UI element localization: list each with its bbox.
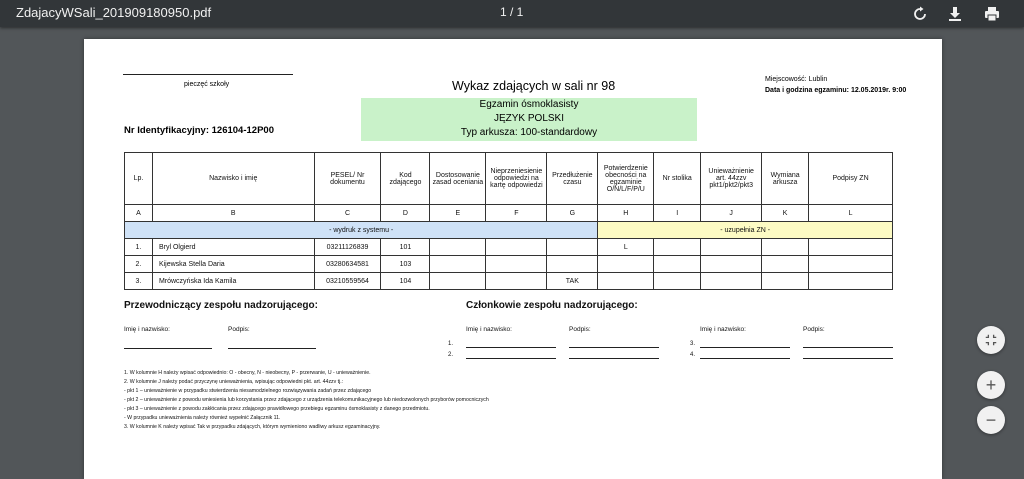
cell-f: [486, 256, 547, 273]
sheet-type: Typ arkusza: 100-standardowy: [460, 127, 598, 138]
col-header: Lp.: [125, 153, 153, 205]
col-header: Podpisy ZN: [809, 153, 893, 205]
pdf-toolbar: [0, 0, 1024, 27]
table-row: [125, 273, 893, 290]
cell-l: [809, 256, 893, 273]
cell-e: [430, 256, 486, 273]
column-letter: E: [430, 205, 486, 222]
cell-code: 104: [381, 273, 430, 290]
exam-subject: JĘZYK POLSKI: [493, 113, 565, 124]
cell-f: [486, 273, 547, 290]
stamp-line: [123, 74, 293, 75]
member-name-label: Imię i nazwisko:: [700, 326, 746, 333]
cell-e: [430, 239, 486, 256]
cell-lp: 3.: [125, 273, 153, 290]
cell-k: [762, 239, 809, 256]
cell-g: [547, 256, 598, 273]
member-line: [466, 358, 556, 359]
cell-pesel: 03211126839: [314, 239, 381, 256]
cell-pesel: 03210559564: [314, 273, 381, 290]
section-filled-by-zn: - uzupełnia ZN -: [598, 222, 893, 239]
footnote: 2. W kolumnie J należy podać przyczynę unieważnienia, wpisując odpowiedni pkt. art. 44zzv tj.:: [124, 379, 344, 385]
column-letter: D: [381, 205, 430, 222]
exam-datetime: Data i godzina egzaminu: 12.05.2019r. 9:00: [765, 87, 907, 94]
column-letter: C: [314, 205, 381, 222]
section-row: [125, 222, 893, 239]
footnote: 3. W kolumnie K należy wpisać Tak w przypadku zdających, którym wymieniono wadliwy arkusz egzaminacyjny.: [124, 424, 381, 430]
exam-type: Egzamin ósmoklasisty: [479, 99, 579, 110]
cell-j: [701, 256, 762, 273]
cell-k: [762, 273, 809, 290]
cell-j: [701, 239, 762, 256]
cell-f: [486, 239, 547, 256]
download-icon[interactable]: [945, 4, 965, 24]
footnote: - pkt 1 – unieważnienie w przypadku stwierdzenia niesamodzielnego rozwiązywania zadań przez zdającego: [124, 388, 372, 394]
section-system-print: - wydruk z systemu -: [125, 222, 598, 239]
cell-name: Bryl Olgierd: [152, 239, 314, 256]
member-line: [803, 358, 893, 359]
column-letter: L: [809, 205, 893, 222]
table-row: [125, 239, 893, 256]
fit-page-button[interactable]: [977, 326, 1005, 354]
table-row: [125, 256, 893, 273]
column-letters-row: [125, 205, 893, 222]
column-letter: A: [125, 205, 153, 222]
id-number: Nr Identyfikacyjny: 126104-12P00: [124, 125, 274, 136]
column-letter: F: [486, 205, 547, 222]
col-header: Nieprzeniesienie odpowiedzi na kartę odpowiedzi: [486, 153, 547, 205]
cell-h: L: [598, 239, 654, 256]
cell-l: [809, 273, 893, 290]
chair-sign-label: Podpis:: [228, 326, 250, 333]
col-header: Wymiana arkusza: [762, 153, 809, 205]
students-table: [124, 152, 893, 290]
footnote: - pkt 3 – unieważnienie z powodu zakłócania przez zdającego prawidłowego przebiegu egzaminu ósmoklasisty z danego przedmiotu.: [124, 406, 430, 412]
table-header-row: [125, 153, 893, 205]
column-letter: I: [654, 205, 701, 222]
member-number: 1.: [448, 341, 454, 347]
footnote: - pkt 2 – unieważnienie z powodu wniesienia lub korzystania przez zdającego z urządzenia telekomunikacyjnego lub niedozwolonych przyborów pomocniczych: [124, 397, 489, 403]
member-sign-label: Podpis:: [569, 326, 591, 333]
member-sign-label: Podpis:: [803, 326, 825, 333]
file-name: ZdajacyWSali_201909180950.pdf: [16, 5, 212, 20]
col-header: Nazwisko i imię: [152, 153, 314, 205]
member-line: [569, 358, 659, 359]
footnotes: [124, 369, 489, 432]
chair-name-line: [124, 348, 212, 349]
column-letter: H: [598, 205, 654, 222]
member-name-label: Imię i nazwisko:: [466, 326, 512, 333]
column-letter: J: [701, 205, 762, 222]
cell-i: [654, 256, 701, 273]
cell-code: 101: [381, 239, 430, 256]
member-line: [700, 347, 790, 348]
footnote: - W przypadku unieważnienia należy również wypełnić Załącznik 11.: [124, 415, 281, 421]
rotate-icon[interactable]: [910, 4, 930, 24]
cell-j: [701, 273, 762, 290]
col-header: Przedłużenie czasu: [547, 153, 598, 205]
cell-k: [762, 256, 809, 273]
exam-place: Miejscowość: Lublin: [765, 76, 828, 83]
cell-code: 103: [381, 256, 430, 273]
col-header: PESEL/ Nr dokumentu: [314, 153, 381, 205]
member-line: [700, 358, 790, 359]
chair-name-label: Imię i nazwisko:: [124, 326, 170, 333]
print-icon[interactable]: [982, 4, 1002, 24]
member-number: 2.: [448, 352, 454, 358]
cell-l: [809, 239, 893, 256]
col-header: Potwierdzenie obecności na egzaminie O/N/L/F/P/U: [598, 153, 654, 205]
cell-lp: 2.: [125, 256, 153, 273]
member-number: 4.: [690, 352, 696, 358]
cell-name: Kijewska Stella Daria: [152, 256, 314, 273]
pdf-page: [84, 39, 942, 479]
col-header: Kod zdającego: [381, 153, 430, 205]
exam-info-box: [361, 98, 697, 141]
member-number: 3.: [690, 341, 696, 347]
cell-e: [430, 273, 486, 290]
col-header: Nr stolika: [654, 153, 701, 205]
cell-pesel: 03280634581: [314, 256, 381, 273]
cell-name: Mrówczyńska Ida Kamila: [152, 273, 314, 290]
member-line: [803, 347, 893, 348]
cell-g: [547, 239, 598, 256]
column-letter: B: [152, 205, 314, 222]
document-title: Wykaz zdających w sali nr 98: [452, 79, 616, 93]
footnote: 1. W kolumnie H należy wpisać odpowiednio: O - obecny, N - nieobecny, P - przerwanie, U - unieważnienie.: [124, 370, 371, 376]
stamp-label: pieczęć szkoły: [184, 81, 230, 88]
col-header: Unieważnienie art. 44zzv pkt1/pkt2/pkt3: [701, 153, 762, 205]
column-letter: K: [762, 205, 809, 222]
col-header: Dostosowanie zasad oceniania: [430, 153, 486, 205]
fit-page-icon: [984, 333, 998, 347]
member-line: [569, 347, 659, 348]
cell-h: [598, 273, 654, 290]
cell-i: [654, 239, 701, 256]
member-line: [466, 347, 556, 348]
cell-i: [654, 273, 701, 290]
cell-g: TAK: [547, 273, 598, 290]
members-heading: Członkowie zespołu nadzorującego:: [466, 300, 638, 311]
cell-h: [598, 256, 654, 273]
chair-sign-line: [228, 348, 316, 349]
column-letter: G: [547, 205, 598, 222]
zoom-in-button[interactable]: +: [977, 371, 1005, 399]
cell-lp: 1.: [125, 239, 153, 256]
chair-heading: Przewodniczący zespołu nadzorującego:: [124, 300, 318, 311]
zoom-out-button[interactable]: −: [977, 406, 1005, 434]
page-indicator: 1 / 1: [500, 5, 524, 19]
